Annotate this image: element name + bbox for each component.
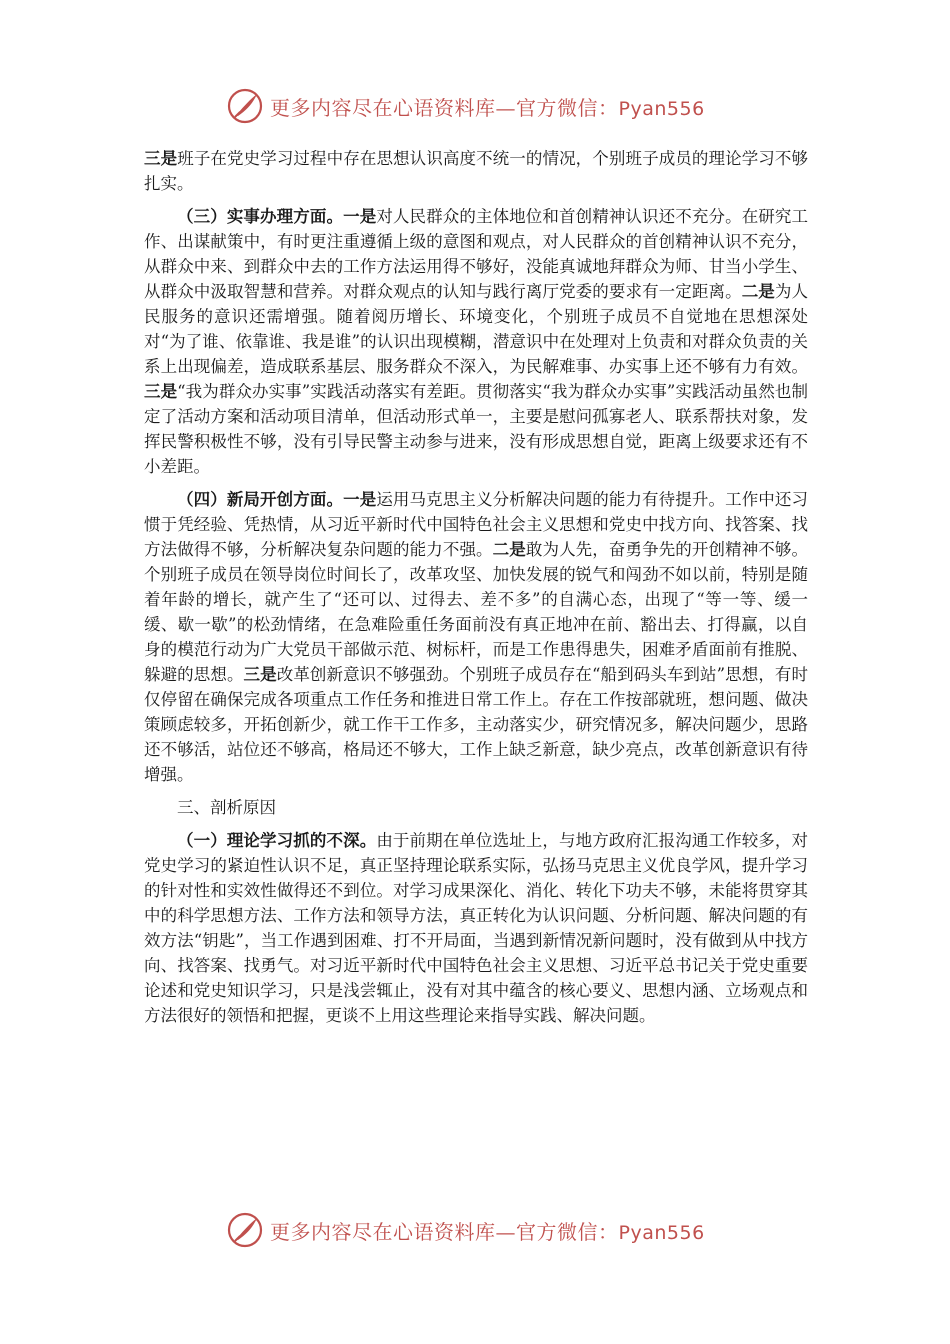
section-heading: （四）新局开创方面。 xyxy=(177,490,344,509)
section-practical-affairs xyxy=(144,204,808,479)
paragraph-text: 由于前期在单位选址上，与地方政府汇报沟通工作较多，对党史学习的紧迫性认识不足，真正坚持理论联系实际，弘扬马克思主义优良学风，提升学习的针对性和实效性做得还不到位。对学习成果深化、消化、转化下功夫不够，未能将贯穿其中的科学思想方法、工作方法和领导方法，真正转化为认识问题、分析问题、解决问题的有效方法“钥匙”，当工作遇到困难、打不开局面，当遇到新情况新问题时，没有做到从中找方向、找答案、找勇气。对习近平新时代中国特色社会主义思想、习近平总书记关于党史重要论述和党史知识学习，只是浅尝辄止，没有对其中蕴含的核心要义、思想内涵、立场观点和方法很好的领悟和把握，更谈不上用这些理论来指导实践、解决问题。 xyxy=(144,831,809,1025)
point-marker: 一是 xyxy=(343,207,377,226)
section-new-situation xyxy=(144,487,808,787)
paragraph-1 xyxy=(144,146,808,196)
document-body xyxy=(144,146,808,1036)
quill-logo-icon xyxy=(226,1211,264,1249)
footer-watermark-banner xyxy=(226,1210,746,1250)
quill-logo-icon xyxy=(226,87,264,125)
point-marker: 三是 xyxy=(144,382,178,401)
paragraph-text: 为人民服务的意识还需增强。随着阅历增长、环境变化，个别班子成员不自觉地在思想深处对“为了谁、依靠谁、我是谁”的认识出现模糊，潜意识中在处理对上负责和对群众负责的关系上出现偏差，造成联系基层、服务群众不深入，为民解难事、办实事上还不够有力有效。 xyxy=(144,282,809,376)
section-heading: （一）理论学习抓的不深。 xyxy=(177,831,377,850)
section-title-causes: 三、剖析原因 xyxy=(177,798,276,817)
paragraph-text: 运用马克思主义分析解决问题的能力有待提升。工作中还习惯于凭经验、凭热情，从习近平新时代中国特色社会主义思想和党史中找方向、找答案、找方法做得不够，分析解决复杂问题的能力不强。 xyxy=(144,490,809,559)
paragraph-text: “我为群众办实事”实践活动落实有差距。贯彻落实“我为群众办实事”实践活动虽然也制定了活动方案和活动项目清单，但活动形式单一，主要是慰问孤寡老人、联系帮扶对象，发挥民警积极性不够，没有引导民警主动参与进来，没有形成思想自觉，距离上级要求还有不小差距。 xyxy=(144,382,809,476)
paragraph-lead: 三是 xyxy=(144,149,178,168)
point-marker: 二是 xyxy=(492,540,526,559)
banner-text: 更多内容尽在心语资料库—官方微信：Pyan556 xyxy=(270,95,705,120)
section-theory-study xyxy=(144,828,808,1028)
banner-text: 更多内容尽在心语资料库—官方微信：Pyan556 xyxy=(270,1219,705,1244)
paragraph-text: 敢为人先，奋勇争先的开创精神不够。个别班子成员在领导岗位时间长了，改革攻坚、加快发展的锐气和闯劲不如以前，特别是随着年龄的增长，就产生了“还可以、过得去、差不多”的自满心态，出现了“等一等、缓一缓、歇一歇”的松劲情绪，在急难险重任务面前没有真正地冲在前、豁出去、打得赢，以自身的模范行动为广大党员干部做示范、树标杆，而是工作患得患失，困难矛盾面前有推脱、躲避的思想。 xyxy=(144,540,809,684)
wechat-id: Pyan556 xyxy=(618,97,705,120)
section-heading: （三）实事办理方面。 xyxy=(177,207,344,226)
paragraph-text: 班子在党史学习过程中存在思想认识高度不统一的情况，个别班子成员的理论学习不够扎实。 xyxy=(144,149,809,193)
paragraph-text: 改革创新意识不够强劲。个别班子成员存在“船到码头车到站”思想，有时仅停留在确保完成各项重点工作任务和推进日常工作上。存在工作按部就班，想问题、做决策顾虑较多，开拓创新少，就工作干工作多，主动落实少，研究情况多，解决问题少，思路还不够活，站位还不够高，格局还不够大，工作上缺乏新意，缺少亮点，改革创新意识有待增强。 xyxy=(144,665,809,784)
paragraph-text: 对人民群众的主体地位和首创精神认识还不充分。在研究工作、出谋献策中，有时更注重遵循上级的意图和观点，对人民群众的首创精神认识不充分，从群众中来、到群众中去的工作方法运用得不够好，没能真诚地拜群众为师、甘当小学生、从群众中汲取智慧和营养。对群众观点的认知与践行离厅党委的要求有一定距离。 xyxy=(144,207,809,301)
wechat-id: Pyan556 xyxy=(618,1221,705,1244)
header-watermark-banner xyxy=(226,86,746,126)
point-marker: 一是 xyxy=(343,490,377,509)
point-marker: 三是 xyxy=(243,665,277,684)
point-marker: 二是 xyxy=(741,282,775,301)
